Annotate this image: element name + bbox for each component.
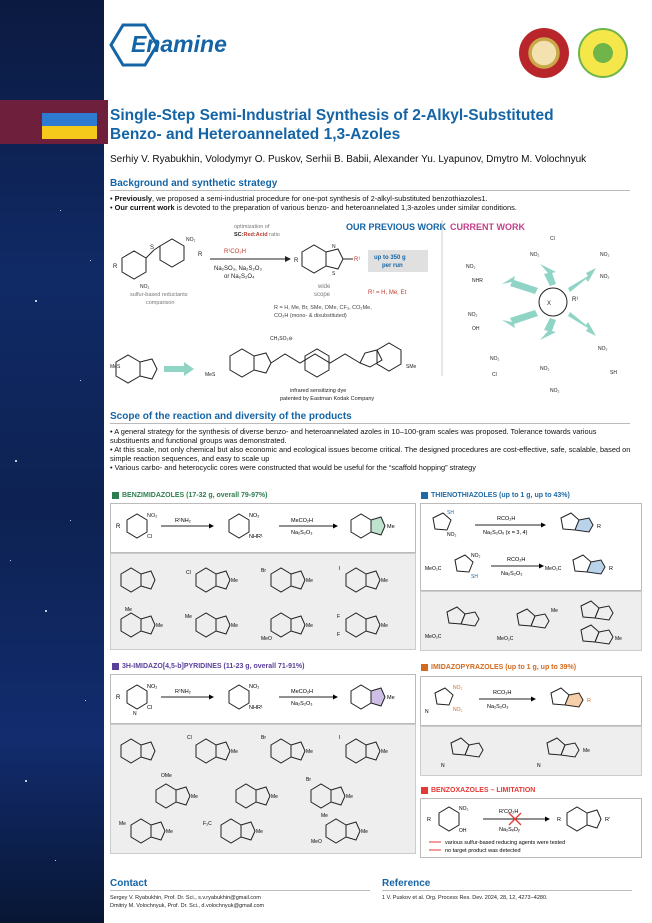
svg-text:Me: Me xyxy=(346,794,353,800)
svg-text:Me: Me xyxy=(306,749,313,755)
svg-text:NHR¹: NHR¹ xyxy=(249,705,263,711)
sulfur-note-1: sulfur-based reductants xyxy=(130,292,188,298)
benzimidazoles-scheme-box xyxy=(110,503,416,553)
sulfur-note-2: comparison xyxy=(146,300,175,306)
svg-text:R: R xyxy=(587,698,591,704)
svg-text:MeO₂C: MeO₂C xyxy=(497,636,514,642)
svg-text:NO₂: NO₂ xyxy=(598,346,608,352)
scale-line-1: up to 350 g xyxy=(374,255,406,261)
svg-text:N: N xyxy=(441,763,445,769)
svg-text:OMe: OMe xyxy=(161,773,172,779)
svg-text:I: I xyxy=(339,735,341,741)
r-definition-1: R = H, Me, Br, SMe, OMe, CF₃, CO₂Me, xyxy=(274,305,372,311)
svg-text:NO₂: NO₂ xyxy=(147,513,158,519)
svg-text:Na₂S₂O₃: Na₂S₂O₃ xyxy=(291,530,313,536)
svg-text:R: R xyxy=(198,252,203,258)
svg-text:MeCO₂H: MeCO₂H xyxy=(291,689,313,695)
svg-text:OH: OH xyxy=(472,326,480,332)
enamine-logo xyxy=(109,22,244,68)
svg-text:NO₂: NO₂ xyxy=(466,264,476,270)
svg-text:R: R xyxy=(116,524,121,530)
svg-text:NO₂: NO₂ xyxy=(471,553,481,559)
svg-text:NHR: NHR xyxy=(472,278,483,284)
svg-text:RCO₂H: RCO₂H xyxy=(497,516,516,522)
svg-text:SH: SH xyxy=(610,370,617,376)
svg-text:Me: Me xyxy=(185,614,192,620)
benzimidazoles-header: BENZIMIDAZOLES (17-32 g, overall 79-97%) xyxy=(112,492,267,499)
svg-text:R¹: R¹ xyxy=(572,297,579,303)
wide-scope-2: scope xyxy=(314,292,331,298)
svg-text:NO₂: NO₂ xyxy=(453,707,463,713)
svg-text:Me: Me xyxy=(381,623,388,629)
svg-text:Na₂S₂O₃: Na₂S₂O₃ xyxy=(501,571,523,577)
contact-line-1: Sergey V. Ryabukhin, Prof. Dr. Sci., s.v.ryabukhin@gmail.com xyxy=(110,895,261,901)
svg-text:NO₂: NO₂ xyxy=(147,684,158,690)
title-line-1: Single-Step Semi-Industrial Synthesis of 2-Alkyl-Substituted xyxy=(110,107,554,124)
svg-text:MeS: MeS xyxy=(205,372,216,378)
svg-text:Br: Br xyxy=(306,777,311,783)
svg-text:F₃C: F₃C xyxy=(203,821,212,827)
svg-text:Me: Me xyxy=(381,578,388,584)
reagents-line-1: Na₂SO₃, Na₂S₂O₃ xyxy=(214,266,262,272)
svg-text:Me: Me xyxy=(615,636,622,642)
svg-text:Br: Br xyxy=(261,735,266,741)
optimization-label: optimization of xyxy=(234,224,270,230)
svg-text:NO₂: NO₂ xyxy=(186,237,196,243)
svg-text:Me: Me xyxy=(387,524,395,530)
svg-text:MeCO₂H: MeCO₂H xyxy=(291,518,313,524)
poster-title xyxy=(110,106,630,144)
dye-note-2: patented by Eastman Kodak Company xyxy=(280,396,375,402)
svg-text:RCO₂H: RCO₂H xyxy=(507,557,526,563)
scope-bullet-3: • Various carbo- and heterocyclic cores were constructed that would be useful for the “scaffold hopping” strategy xyxy=(110,463,476,472)
ukraine-flag xyxy=(42,113,97,139)
svg-text:Me: Me xyxy=(306,578,313,584)
svg-text:MeO: MeO xyxy=(311,839,322,845)
svg-text:MeO₂C: MeO₂C xyxy=(425,566,442,572)
scope-bullet-1: • A general strategy for the synthesis of diverse benzo- and heteroannelated azoles in 10–100-gram scales was proposed. Tolerance towards various substituents and functional groups was demonstrated. xyxy=(110,427,597,445)
svg-text:Cl: Cl xyxy=(186,570,191,576)
background-heading: Background and synthetic strategy xyxy=(110,178,630,191)
svg-text:Me: Me xyxy=(271,794,278,800)
scope-heading: Scope of the reaction and diversity of the products xyxy=(110,411,630,424)
svg-text:Cl: Cl xyxy=(492,372,497,378)
svg-text:Me: Me xyxy=(156,623,163,629)
svg-text:Me: Me xyxy=(191,794,198,800)
svg-text:R: R xyxy=(597,524,601,530)
svg-text:Me: Me xyxy=(125,607,132,613)
svg-text:Na₂S₂Oₓ (x = 3, 4): Na₂S₂Oₓ (x = 3, 4) xyxy=(483,530,528,536)
scale-line-2: per run xyxy=(382,263,403,269)
svg-text:CH₃SO₃⊖: CH₃SO₃⊖ xyxy=(270,336,293,342)
svg-text:SH: SH xyxy=(447,510,454,516)
svg-text:F: F xyxy=(337,614,341,620)
reference-heading: Reference xyxy=(382,878,632,891)
thienothiazoles-products xyxy=(420,591,642,651)
dye-note-1: infrared sensitizing dye xyxy=(290,388,347,394)
svg-text:X: X xyxy=(547,301,552,307)
wide-scope-1: wide xyxy=(318,284,331,290)
svg-text:NHR¹: NHR¹ xyxy=(249,534,263,540)
reagent-acid: R¹CO₂H xyxy=(224,249,246,255)
dye-structure xyxy=(116,343,401,383)
thienothiazoles-header: THIENOTHIAZOLES (up to 1 g, up to 43%) xyxy=(421,492,570,499)
scope-bullets xyxy=(110,427,635,472)
previous-work-label: OUR PREVIOUS WORK xyxy=(346,222,447,232)
svg-text:NO₂: NO₂ xyxy=(550,388,560,394)
svg-text:R: R xyxy=(609,566,613,572)
svg-text:S: S xyxy=(332,271,336,277)
r-definition-2: CO₂H (mono- & disubstituted) xyxy=(274,313,347,319)
svg-text:R: R xyxy=(294,258,299,264)
svg-text:Na₂S₂O₃: Na₂S₂O₃ xyxy=(487,704,509,710)
benzoxazoles-header: BENZOXAZOLES – LIMITATION xyxy=(421,787,535,794)
svg-text:NO₂: NO₂ xyxy=(453,685,463,691)
benzimidazoles-products xyxy=(110,553,416,650)
benzoxazoles-scheme-box xyxy=(420,798,642,858)
svg-text:Me: Me xyxy=(583,748,590,754)
svg-text:Na₂SₓOᵧ: Na₂SₓOᵧ xyxy=(499,827,520,833)
svg-text:Me: Me xyxy=(381,749,388,755)
svg-text:Na₂S₂O₃: Na₂S₂O₃ xyxy=(291,701,313,707)
reference-text: 1 V. Puskov et al. Org. Process Res. Dev. 2024, 28, 12, 4273−4280. xyxy=(382,895,548,901)
university-emblem xyxy=(519,28,569,78)
svg-text:R': R' xyxy=(605,817,611,823)
svg-text:MeO: MeO xyxy=(261,636,272,642)
svg-text:N: N xyxy=(332,244,336,250)
svg-text:Me: Me xyxy=(231,578,238,584)
logo-text: Enamine xyxy=(131,31,227,57)
background-scheme xyxy=(110,216,640,406)
thienothiazoles-scheme-box xyxy=(420,503,642,591)
svg-text:R¹NH₂: R¹NH₂ xyxy=(175,518,191,524)
svg-text:I: I xyxy=(339,566,341,572)
svg-text:R: R xyxy=(116,695,121,701)
svg-text:NO₂: NO₂ xyxy=(249,684,260,690)
svg-text:Cl: Cl xyxy=(187,735,192,741)
svg-text:NO₂: NO₂ xyxy=(530,252,540,258)
imidazopyrazoles-scheme-box xyxy=(420,676,642,726)
svg-text:Cl: Cl xyxy=(147,705,153,711)
svg-text:R'CO₂H: R'CO₂H xyxy=(499,809,519,815)
contact-line-2: Dmitriy M. Volochnyuk, Prof. Dr. Sci., d.volochnyuk@gmail.com xyxy=(110,903,265,909)
imidazopyrazoles-products xyxy=(420,726,642,776)
background-bullet-1: • Previously, we proposed a semi-industrial procedure for one-pot synthesis of 2-alkyl-substituted benzothiazoles1. xyxy=(110,194,488,203)
imidazopyridines-products xyxy=(110,724,416,854)
svg-text:MeS: MeS xyxy=(110,364,121,370)
svg-text:NO₂: NO₂ xyxy=(600,274,610,280)
svg-text:Me: Me xyxy=(231,623,238,629)
authors: Serhiy V. Ryabukhin, Volodymyr O. Puskov, Serhii B. Babii, Alexander Yu. Lyapunov, Dmytro M. Volochnyuk xyxy=(110,154,587,165)
svg-text:R: R xyxy=(113,264,118,270)
imidazopyridines-scheme-box xyxy=(110,674,416,724)
svg-text:NO₂: NO₂ xyxy=(140,284,150,290)
svg-text:Me: Me xyxy=(119,821,126,827)
svg-text:RCO₂H: RCO₂H xyxy=(493,690,512,696)
svg-text:R: R xyxy=(557,817,561,823)
background-bullet-2: • Our current work is devoted to the preparation of various benzo- and heteroannelated 1,3-azoles under similar conditions. xyxy=(110,203,517,212)
scope-bullet-2: • At this scale, not only chemical but also economic and ecological issues become critical. The designed procedures are cost-effective, safe, scalable, based on simple reaction sequences, and easy to scale up xyxy=(110,445,631,463)
svg-text:Me: Me xyxy=(551,608,558,614)
svg-text:OH: OH xyxy=(459,828,467,834)
svg-text:Br: Br xyxy=(261,568,266,574)
svg-text:NO₂: NO₂ xyxy=(600,252,610,258)
svg-text:NO₂: NO₂ xyxy=(459,806,469,812)
svg-text:MeO₂C: MeO₂C xyxy=(545,566,562,572)
svg-text:F: F xyxy=(337,632,341,638)
background-bullets xyxy=(110,194,635,212)
ratio-label: SC:Red:Acid ratio xyxy=(234,232,280,238)
svg-text:Me: Me xyxy=(256,829,263,835)
svg-text:R: R xyxy=(427,817,431,823)
reagents-line-2: or Na₂S₂O₄ xyxy=(224,274,255,280)
svg-text:MeO₂C: MeO₂C xyxy=(425,634,442,640)
svg-text:Me: Me xyxy=(321,813,328,819)
svg-text:Me: Me xyxy=(231,749,238,755)
svg-text:Me: Me xyxy=(166,829,173,835)
svg-text:NO₂: NO₂ xyxy=(447,532,457,538)
svg-text:SMe: SMe xyxy=(406,364,417,370)
svg-text:Cl: Cl xyxy=(147,534,153,540)
institute-emblem xyxy=(578,28,628,78)
current-work-label: CURRENT WORK xyxy=(450,222,525,232)
dye-arrow xyxy=(164,362,194,376)
imidazopyridines-header: 3H-IMIDAZO[4,5-b]PYRIDINES (11-23 g, overall 71-91%) xyxy=(112,663,304,670)
svg-text:NO₂: NO₂ xyxy=(468,312,478,318)
svg-text:N: N xyxy=(425,709,429,715)
svg-text:Me: Me xyxy=(361,829,368,835)
svg-text:NO₂: NO₂ xyxy=(540,366,550,372)
r1-definition: R¹ = H, Me, Et xyxy=(368,290,407,296)
imidazopyrazoles-header: IMIDAZOPYRAZOLES (up to 1 g, up to 39%) xyxy=(421,664,576,671)
svg-text:NO₂: NO₂ xyxy=(490,356,500,362)
svg-text:N: N xyxy=(537,763,541,769)
benzoxazoles-note-1: various sulfur-based reducing agents were tested xyxy=(445,840,566,846)
svg-text:SH: SH xyxy=(471,574,478,580)
title-line-2: Benzo- and Heteroannelated 1,3-Azoles xyxy=(110,126,401,143)
svg-text:R¹NH₂: R¹NH₂ xyxy=(175,689,191,695)
svg-text:R¹: R¹ xyxy=(354,257,361,263)
svg-text:Me: Me xyxy=(306,623,313,629)
svg-text:N: N xyxy=(133,711,137,717)
svg-text:Me: Me xyxy=(387,695,395,701)
benzothiazole-product xyxy=(302,245,353,273)
benzoxazoles-note-2: no target product was detected xyxy=(445,848,521,854)
svg-text:Cl: Cl xyxy=(550,236,555,242)
svg-text:NO₂: NO₂ xyxy=(249,513,260,519)
contact-heading: Contact xyxy=(110,878,370,891)
svg-text:S: S xyxy=(150,245,155,251)
current-work-diagram xyxy=(466,236,617,394)
